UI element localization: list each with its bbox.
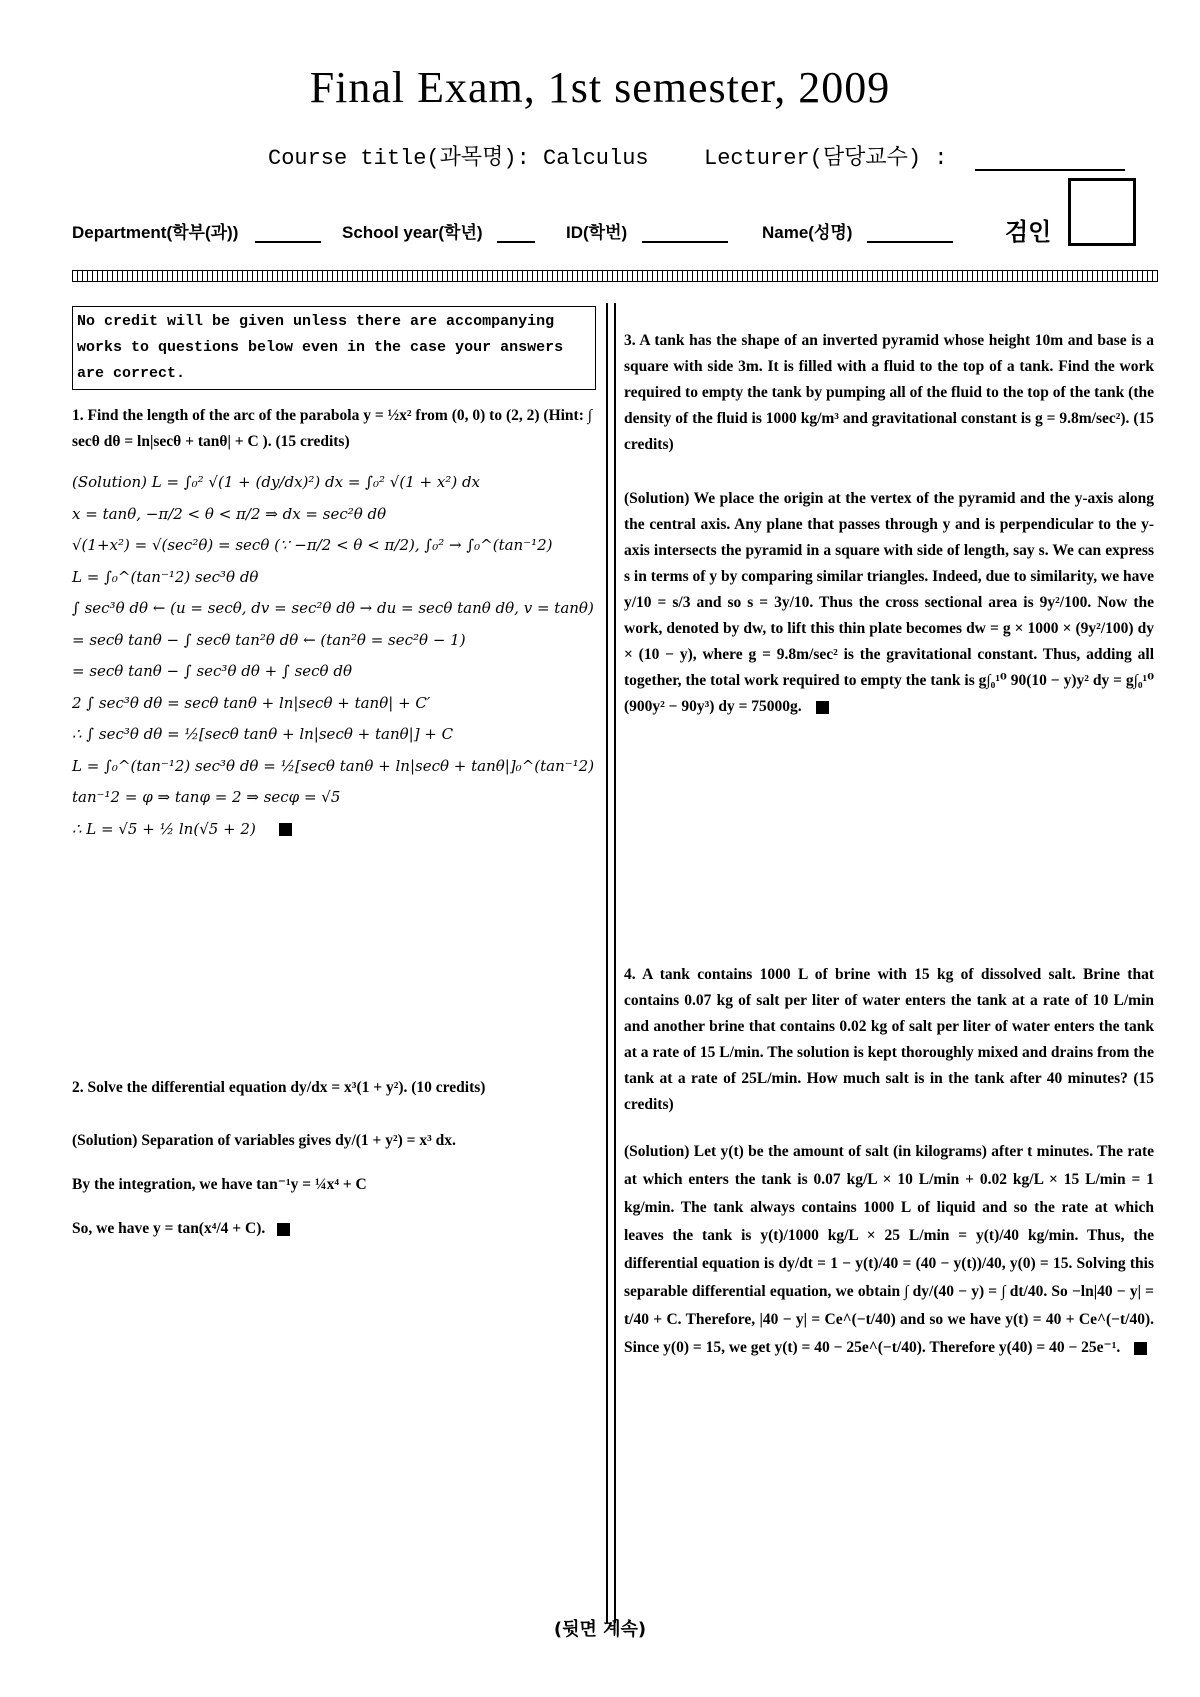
stamp-label: 검인	[1005, 218, 1052, 246]
question-2	[72, 1075, 602, 1251]
question-4	[624, 962, 1154, 1362]
notice-box: No credit will be given unless there are accompanying works to questions below even in the case your answers are correct.	[72, 306, 596, 390]
q1-line: L = ∫₀^(tan⁻¹2) sec³θ dθ = ½[secθ tanθ + ln|secθ + tanθ|]₀^(tan⁻¹2)	[72, 756, 595, 775]
q1-line: ∴ ∫ sec³θ dθ = ½[secθ tanθ + ln|secθ + tanθ|] + C	[72, 725, 454, 743]
school-year-field	[342, 218, 535, 243]
q4-solution	[624, 1138, 1154, 1362]
course-title-text: Course title(과목명): Calculus	[268, 146, 649, 171]
continued-footer: (뒷면 계속)	[553, 1619, 647, 1640]
separator-rule	[72, 270, 1158, 282]
id-label: ID(학번)	[566, 223, 628, 242]
q1-line: = secθ tanθ − ∫ secθ tan²θ dθ ← (tan²θ = sec²θ − 1)	[72, 630, 466, 649]
q1-line: x = tanθ, −π/2 < θ < π/2 ⇒ dx = sec²θ dθ	[72, 504, 387, 523]
lecturer-label: Lecturer(담당교수) :	[704, 146, 948, 171]
q1-final-line	[72, 814, 602, 846]
q2-prompt: 2. Solve the differential equation dy/dx = x³(1 + y²). (10 credits)	[72, 1079, 486, 1096]
q2-final-line	[72, 1207, 602, 1251]
q1-line: ∫ sec³θ dθ ← (u = secθ, dv = sec²θ dθ → du = secθ tanθ dθ, v = tanθ)	[72, 599, 594, 617]
name-field	[762, 218, 953, 243]
q1-line: ∴ L = √5 + ½ ln(√5 + 2)	[72, 819, 256, 838]
lecturer-blank	[975, 149, 1125, 171]
end-of-proof-icon	[1134, 1342, 1147, 1355]
q4-prompt: 4. A tank contains 1000 L of brine with 15 kg of dissolved salt. Brine that contains 0.07 kg of salt per liter of water enters the tank at a rate of 10 L/min and another brine that contains 0.02 kg of salt per liter of water enters the tank at a rate of 15 L/min. The solution is kept thoroughly mixed and drains from the tank at a rate of 25L/min. How much salt is in the tank after 40 minutes? (15 credits)	[624, 966, 1154, 1113]
end-of-proof-icon	[816, 701, 829, 714]
q1-line: tan⁻¹2 = φ ⇒ tanφ = 2 ⇒ secφ = √5	[72, 788, 341, 806]
name-label: Name(성명)	[762, 223, 853, 242]
q1-line: 2 ∫ sec³θ dθ = secθ tanθ + ln|secθ + tanθ| + C′	[72, 693, 431, 712]
department-field	[72, 218, 321, 243]
end-of-proof-icon	[279, 823, 292, 836]
school-year-label: School year(학년)	[342, 223, 483, 242]
q1-solution	[72, 467, 602, 845]
q2-line: By the integration, we have tan⁻¹y = ¼x⁴ + C	[72, 1176, 367, 1193]
q3-prompt: 3. A tank has the shape of an inverted pyramid whose height 10m and base is a square with side 3m. It is filled with a fluid to the top of a tank. Find the work required to empty the tank by pumping all of the fluid to the top of the tank (the density of the fluid is 1000 kg/m³ and gravitational constant is g = 9.8m/sec²). (15 credits)	[624, 332, 1154, 453]
id-blank	[642, 221, 728, 243]
lecturer-field	[704, 140, 1125, 171]
q2-solution	[72, 1119, 602, 1251]
q1-line: √(1+x²) = √(sec²θ) = secθ (∵ −π/2 < θ < π/2), ∫₀² → ∫₀^(tan⁻¹2)	[72, 536, 553, 554]
department-blank	[255, 221, 321, 243]
q4-solution-text: (Solution) Let y(t) be the amount of salt (in kilograms) after t minutes. The rate at which enters the tank is 0.07 kg/L × 10 L/min + 0.02 kg/L × 15 L/min = 1 kg/min. The tank always contains 1000 L of liquid and so the rate at which leaves the tank is y(t)/1000 kg/L × 25 L/min = y(t)/40 kg/min. Thus, the differential equation is dy/dt = 1 − y(t)/40 = (40 − y(t))/40, y(0) = 15. Solving this separable differential equation, we obtain ∫ dy/(40 − y) = ∫ dt/40. So −ln|40 − y| = t/40 + C. Therefore, |40 − y| = Ce^(−t/40) and so we have y(t) = 40 + Ce^(−t/40). Since y(0) = 15, we get y(t) = 40 − 25e^(−t/40). Therefore y(40) = 40 − 25e⁻¹.	[624, 1143, 1154, 1356]
question-3	[624, 328, 1154, 720]
end-of-proof-icon	[277, 1223, 290, 1236]
course-title	[268, 140, 649, 171]
q3-solution	[624, 486, 1154, 720]
exam-title: Final Exam, 1st semester, 2009	[309, 63, 891, 112]
q1-line: = secθ tanθ − ∫ sec³θ dθ + ∫ secθ dθ	[72, 662, 352, 680]
q1-prompt: 1. Find the length of the arc of the parabola y = ½x² from (0, 0) to (2, 2) (Hint: ∫ secθ dθ = ln|secθ + tanθ| + C ). (15 credits)	[72, 407, 592, 450]
q2-line: So, we have y = tan(x⁴/4 + C).	[72, 1220, 266, 1237]
school-year-blank	[497, 221, 535, 243]
stamp-box	[1068, 178, 1136, 246]
question-1	[72, 403, 602, 845]
column-divider	[606, 303, 616, 1623]
id-field	[566, 218, 728, 243]
department-label: Department(학부(과))	[72, 223, 239, 242]
q2-line: (Solution) Separation of variables gives dy/(1 + y²) = x³ dx.	[72, 1132, 456, 1149]
q1-line: L = ∫₀^(tan⁻¹2) sec³θ dθ	[72, 567, 259, 586]
q1-line: (Solution) L = ∫₀² √(1 + (dy/dx)²) dx = ∫₀² √(1 + x²) dx	[72, 473, 481, 491]
q3-solution-text: (Solution) We place the origin at the vertex of the pyramid and the y-axis along the central axis. Any plane that passes through y and is perpendicular to the y-axis intersects the pyramid in a square with side of length, say s. We can express s in terms of y by comparing similar triangles. Indeed, due to similarity, we have y/10 = s/3 and so s = 3y/10. Thus the cross sectional area is 9y²/100. Now the work, denoted by dw, to lift this thin plate becomes dw = g × 1000 × (9y²/100) dy × (10 − y), where g = 9.8m/sec² is the gravitational constant. Thus, adding all together, the total work required to empty the tank is g∫₀¹⁰ 90(10 − y)y² dy = g∫₀¹⁰ (900y² − 90y³) dy = 75000g.	[624, 490, 1154, 715]
name-blank	[867, 221, 953, 243]
